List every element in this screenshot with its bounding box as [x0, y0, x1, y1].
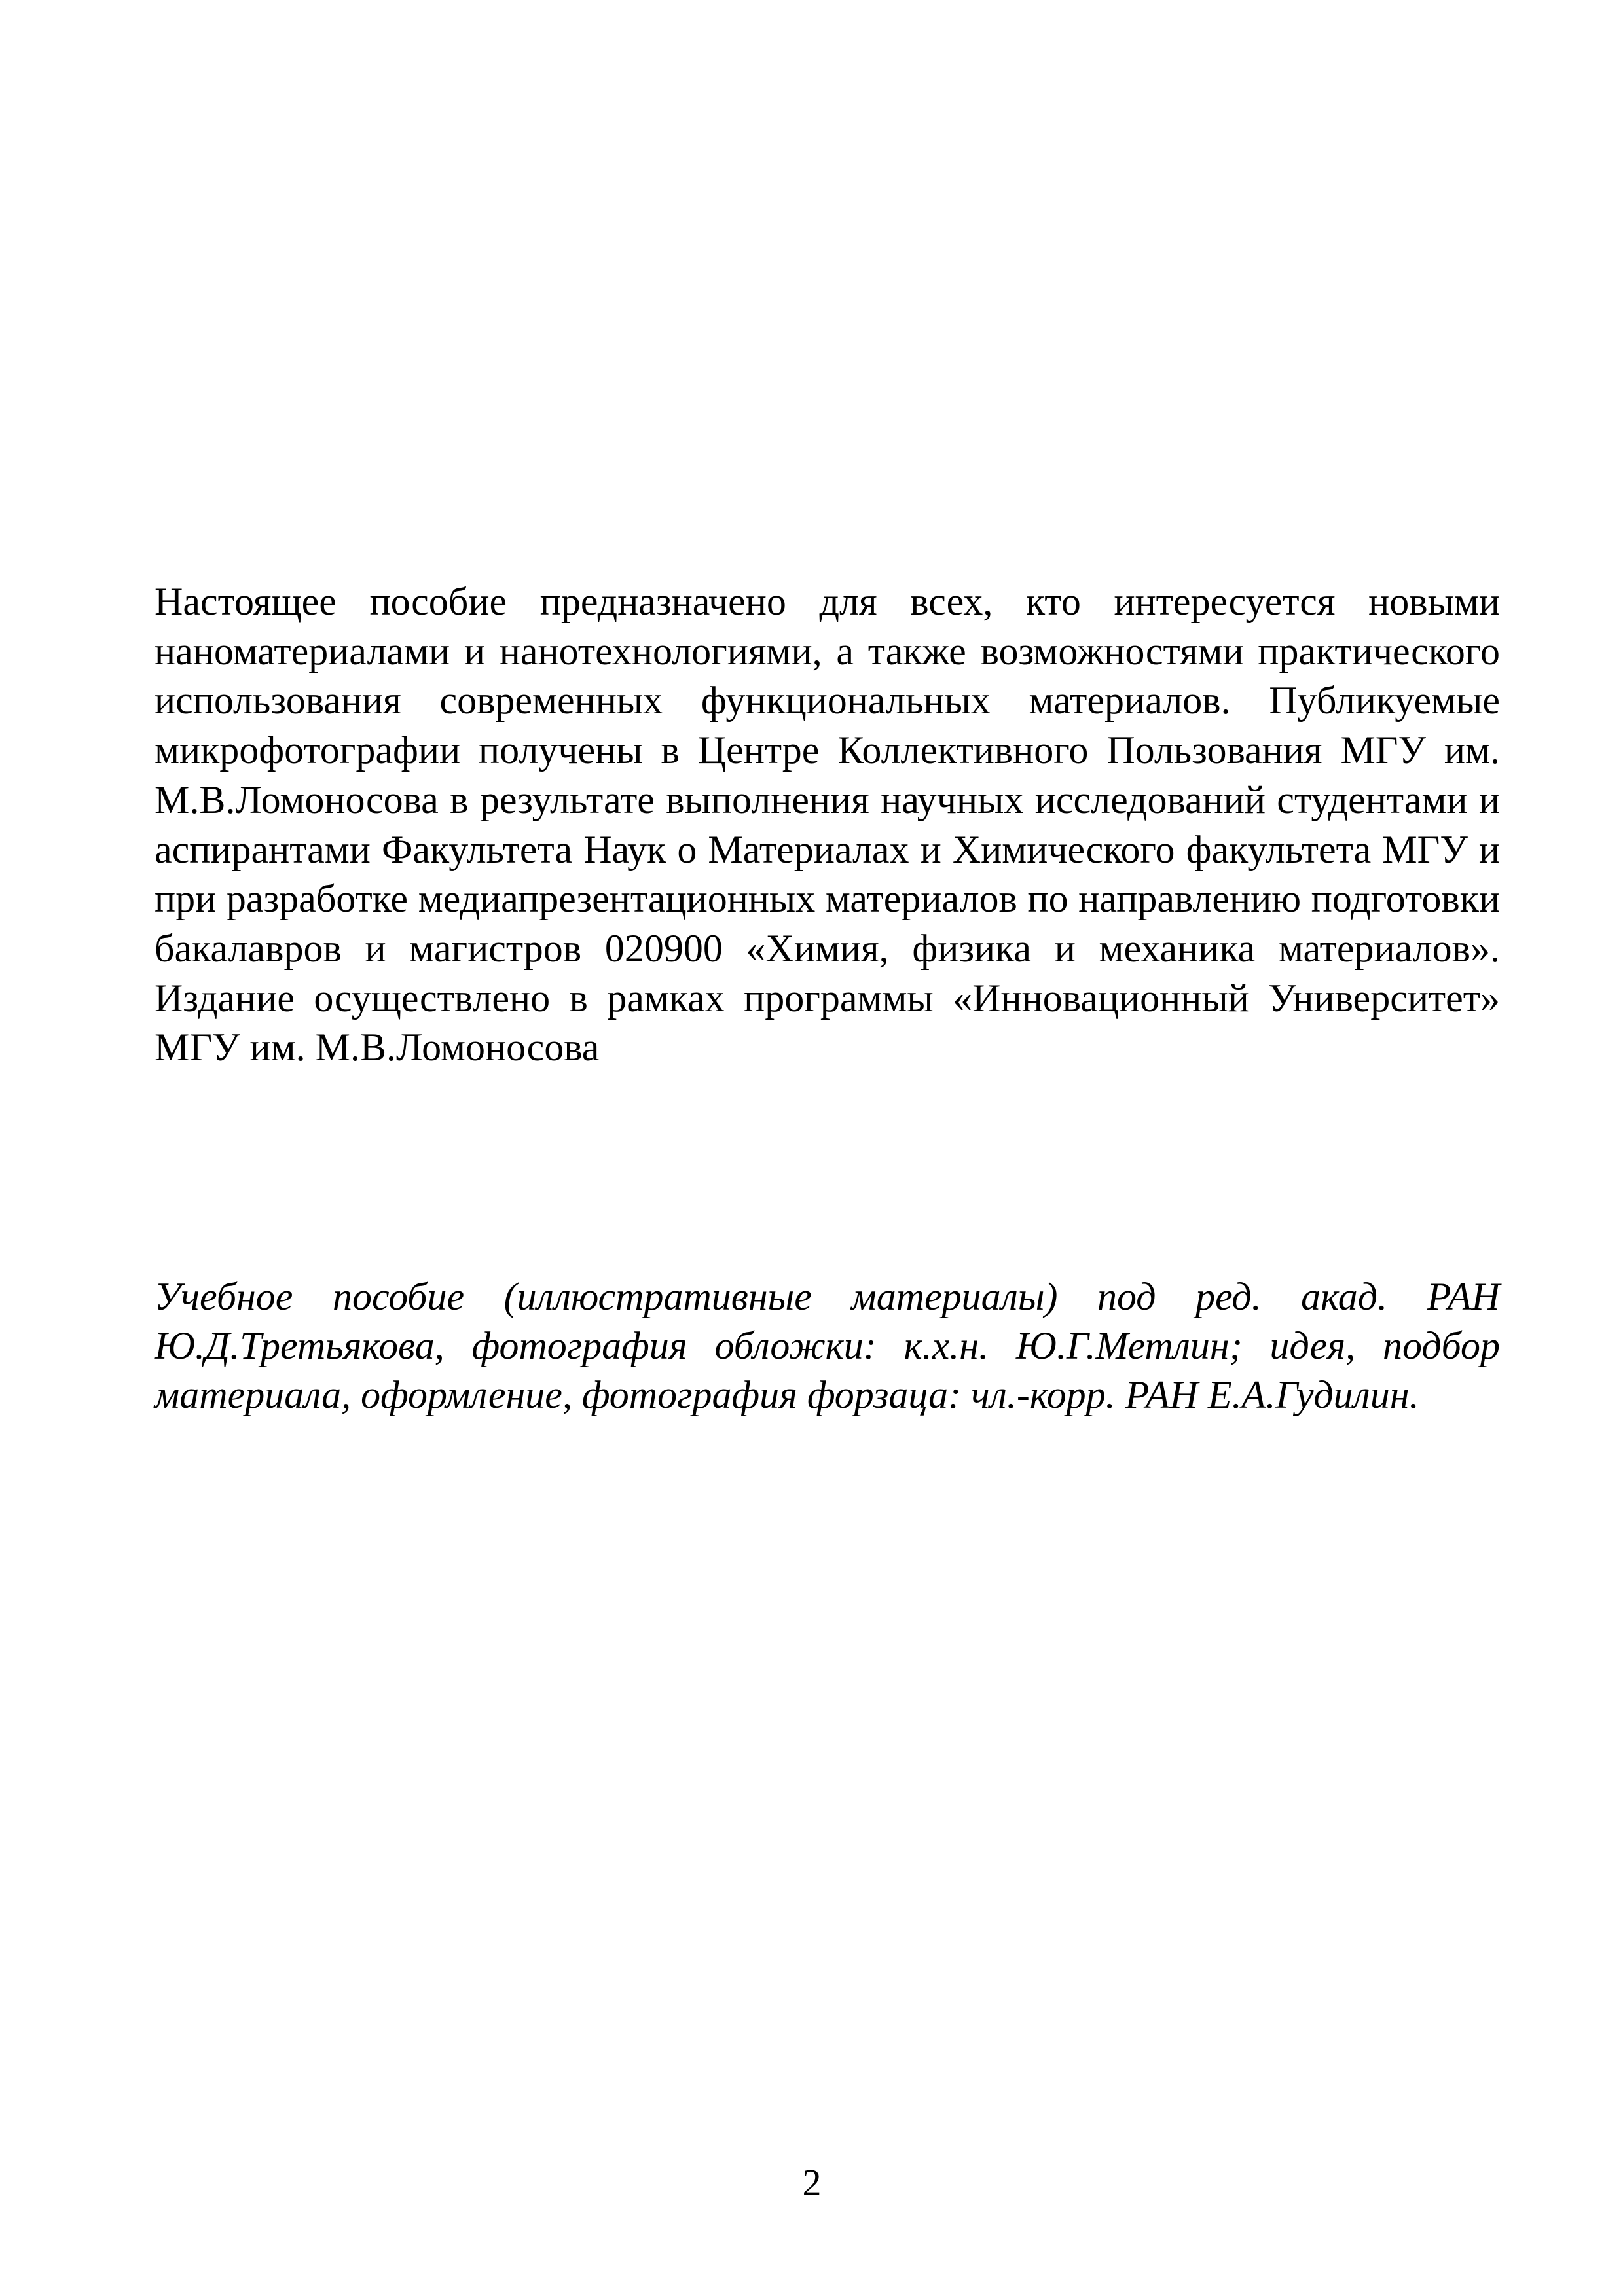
page-number: 2 [802, 2161, 822, 2204]
credits-paragraph: Учебное пособие (иллюстративные материалы) под ред. акад. РАН Ю.Д.Третьякова, фотография обложки: к.х.н. Ю.Г.Метлин; идея, подбор материала, оформление, фотография форзаца: чл.-корр. РАН Е.А.Гудилин. [155, 1275, 1500, 1416]
main-paragraph: Настоящее пособие предназначено для всех, кто интересуется новыми наноматериалами и нанотехнологиями, а также возможностями практического использования современных функциональных материалов. Публикуемые микрофотографии получены в Центре Коллективного Пользования МГУ им. М.В.Ломоносова в результате выполнения научных исследований студентами и аспирантами Факультета Наук о Материалах и Химического факультета МГУ и при разработке медиапрезентационных материалов по направлению подготовки бакалавров и магистров 020900 «Химия, физика и механика материалов». Издание осуществлено в рамках программы «Инновационный Университет» МГУ им. М.В.Ломоносова [155, 580, 1500, 1069]
